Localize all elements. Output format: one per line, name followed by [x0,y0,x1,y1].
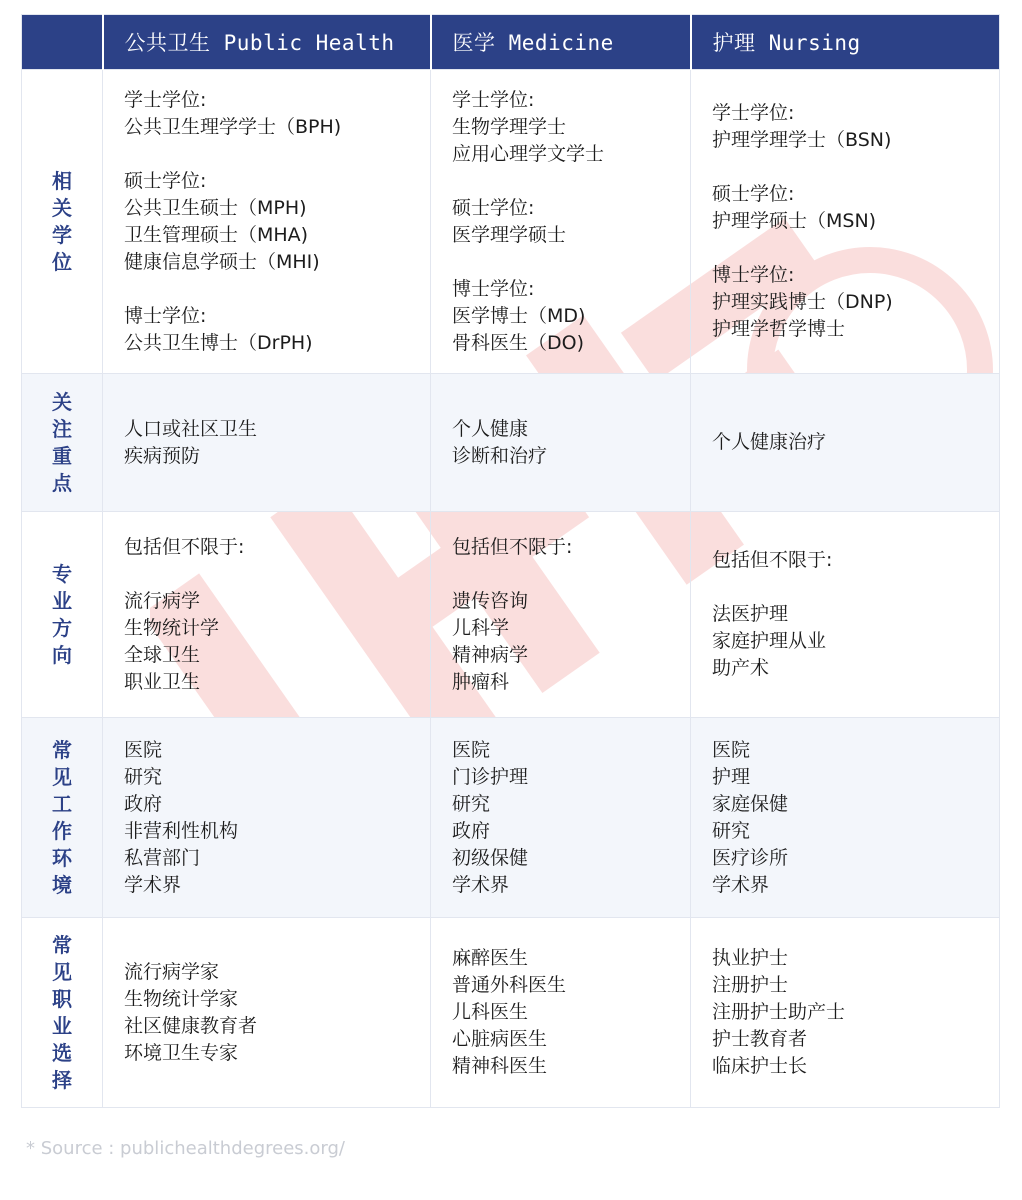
cell-line: 人口或社区卫生 [124,417,258,440]
row-label-cell [22,512,103,718]
cell-line: 护理学哲学博士 [712,318,846,340]
cell-line: 硕士学位: [712,183,795,205]
cell-line: 生物统计学 [124,616,220,639]
line-gap [712,235,999,262]
cell-line: 生物统计学家 [124,987,239,1010]
row-label-cell [22,374,103,512]
cell-line: 流行病学家 [124,960,220,983]
cell-line: 研究 [124,765,163,788]
cell-line: 卫生管理硕士（MHA) [124,223,309,246]
cell-line: 研究 [712,819,751,842]
cell-line: 疾病预防 [124,444,201,467]
cell-line: 公共卫生理学学士（BPH) [124,115,342,138]
cell-degrees-medicine [431,70,691,374]
row-label: 关注重点 [52,389,72,495]
cell-line: 骨科医生（DO) [452,331,584,354]
row-label: 常见工作环境 [52,737,72,897]
cell-careers-public-health [103,918,431,1108]
cell-focus-public-health [103,374,431,512]
cell-line: 护理 [712,765,751,788]
cell-line: 学术界 [124,873,182,896]
header-nursing: 护理 Nursing [691,15,1000,70]
cell-line: 私营部门 [124,846,201,869]
cell-line: 诊断和治疗 [452,444,548,467]
cell-line: 门诊护理 [452,765,529,788]
cell-line: 博士学位: [712,264,795,286]
cell-line: 临床护士长 [712,1055,808,1077]
cell-line: 学术界 [712,873,770,896]
cell-line: 博士学位: [124,304,207,327]
cell-line: 心脏病医生 [452,1028,548,1050]
line-gap [124,276,430,303]
cell-line: 社区健康教育者 [124,1014,258,1037]
cell-degrees-nursing [691,70,1000,374]
cell-line: 硕士学位: [124,169,207,192]
cell-line: 学士学位: [452,88,535,111]
row-label-cell [22,718,103,918]
cell-line: 公共卫生硕士（MPH) [124,196,307,219]
header-medicine: 医学 Medicine [431,15,691,70]
row-label-cell [22,918,103,1108]
table-row-specialties [22,512,1000,718]
cell-line: 博士学位: [452,277,535,300]
cell-line: 执业护士 [712,947,789,969]
cell-line: 生物学理学士 [452,115,567,138]
cell-line: 护士教育者 [712,1028,808,1050]
cell-line: 家庭护理从业 [712,630,827,652]
cell-specialties-medicine [431,512,691,718]
cell-line: 研究 [452,792,491,815]
cell-line: 儿科医生 [452,1001,529,1023]
cell-line: 学术界 [452,873,510,896]
cell-line: 包括但不限于: [712,549,833,571]
cell-line: 非营利性机构 [124,819,239,842]
cell-line: 儿科学 [452,616,510,639]
cell-line: 环境卫生专家 [124,1041,239,1064]
cell-focus-medicine [431,374,691,512]
cell-line: 包括但不限于: [452,535,573,558]
row-label: 相关学位 [52,168,72,274]
cell-line: 硕士学位: [452,196,535,219]
cell-focus-nursing [691,374,1000,512]
table-row-work-settings [22,718,1000,918]
header-corner [22,15,103,70]
table-row-focus [22,374,1000,512]
cell-line: 精神科医生 [452,1055,548,1077]
cell-line: 护理实践博士（DNP) [712,291,893,313]
cell-line: 学士学位: [712,102,795,124]
cell-line: 护理学理学士（BSN) [712,129,892,151]
cell-careers-nursing [691,918,1000,1108]
cell-line: 职业卫生 [124,670,201,693]
cell-line: 肿瘤科 [452,670,510,693]
cell-line: 医疗诊所 [712,846,789,869]
cell-line: 医院 [452,738,491,761]
line-gap [712,574,999,601]
source-note: * Source : publichealthdegrees.org/ [26,1138,345,1159]
cell-specialties-public-health [103,512,431,718]
cell-work-settings-public-health [103,718,431,918]
cell-line: 包括但不限于: [124,535,245,558]
line-gap [452,249,690,276]
cell-work-settings-nursing [691,718,1000,918]
cell-line: 麻醉医生 [452,947,529,969]
cell-work-settings-medicine [431,718,691,918]
cell-line: 助产术 [712,657,770,679]
cell-line: 政府 [124,792,163,815]
row-label-cell [22,70,103,374]
table-header-row [22,15,1000,70]
cell-line: 健康信息学硕士（MHI) [124,250,320,273]
cell-line: 应用心理学文学士 [452,142,605,165]
cell-line: 精神病学 [452,643,529,666]
cell-line: 注册护士助产士 [712,1001,846,1023]
line-gap [452,561,690,588]
cell-line: 初级保健 [452,846,529,869]
cell-line: 普通外科医生 [452,974,567,996]
cell-line: 医院 [712,738,751,761]
cell-line: 护理学硕士（MSN) [712,210,877,232]
cell-degrees-public-health [103,70,431,374]
row-label: 专业方向 [52,561,72,667]
header-public-health: 公共卫生 Public Health [103,15,431,70]
cell-line: 医学理学硕士 [452,223,567,246]
line-gap [124,141,430,168]
cell-line: 政府 [452,819,491,842]
cell-specialties-nursing [691,512,1000,718]
table-row-degrees [22,70,1000,374]
line-gap [452,168,690,195]
cell-line: 个人健康治疗 [712,431,827,453]
cell-line: 公共卫生博士（DrPH) [124,331,313,354]
row-label: 常见职业选择 [52,932,72,1092]
cell-line: 全球卫生 [124,643,201,666]
cell-line: 法医护理 [712,603,789,625]
cell-line: 学士学位: [124,88,207,111]
cell-line: 流行病学 [124,589,201,612]
cell-line: 医院 [124,738,163,761]
line-gap [712,154,999,181]
cell-line: 医学博士（MD) [452,304,586,327]
line-gap [124,561,430,588]
cell-line: 家庭保健 [712,792,789,815]
table-row-careers [22,918,1000,1108]
comparison-table [21,14,1000,1108]
cell-line: 遗传咨询 [452,589,529,612]
cell-line: 个人健康 [452,417,529,440]
cell-careers-medicine [431,918,691,1108]
cell-line: 注册护士 [712,974,789,996]
